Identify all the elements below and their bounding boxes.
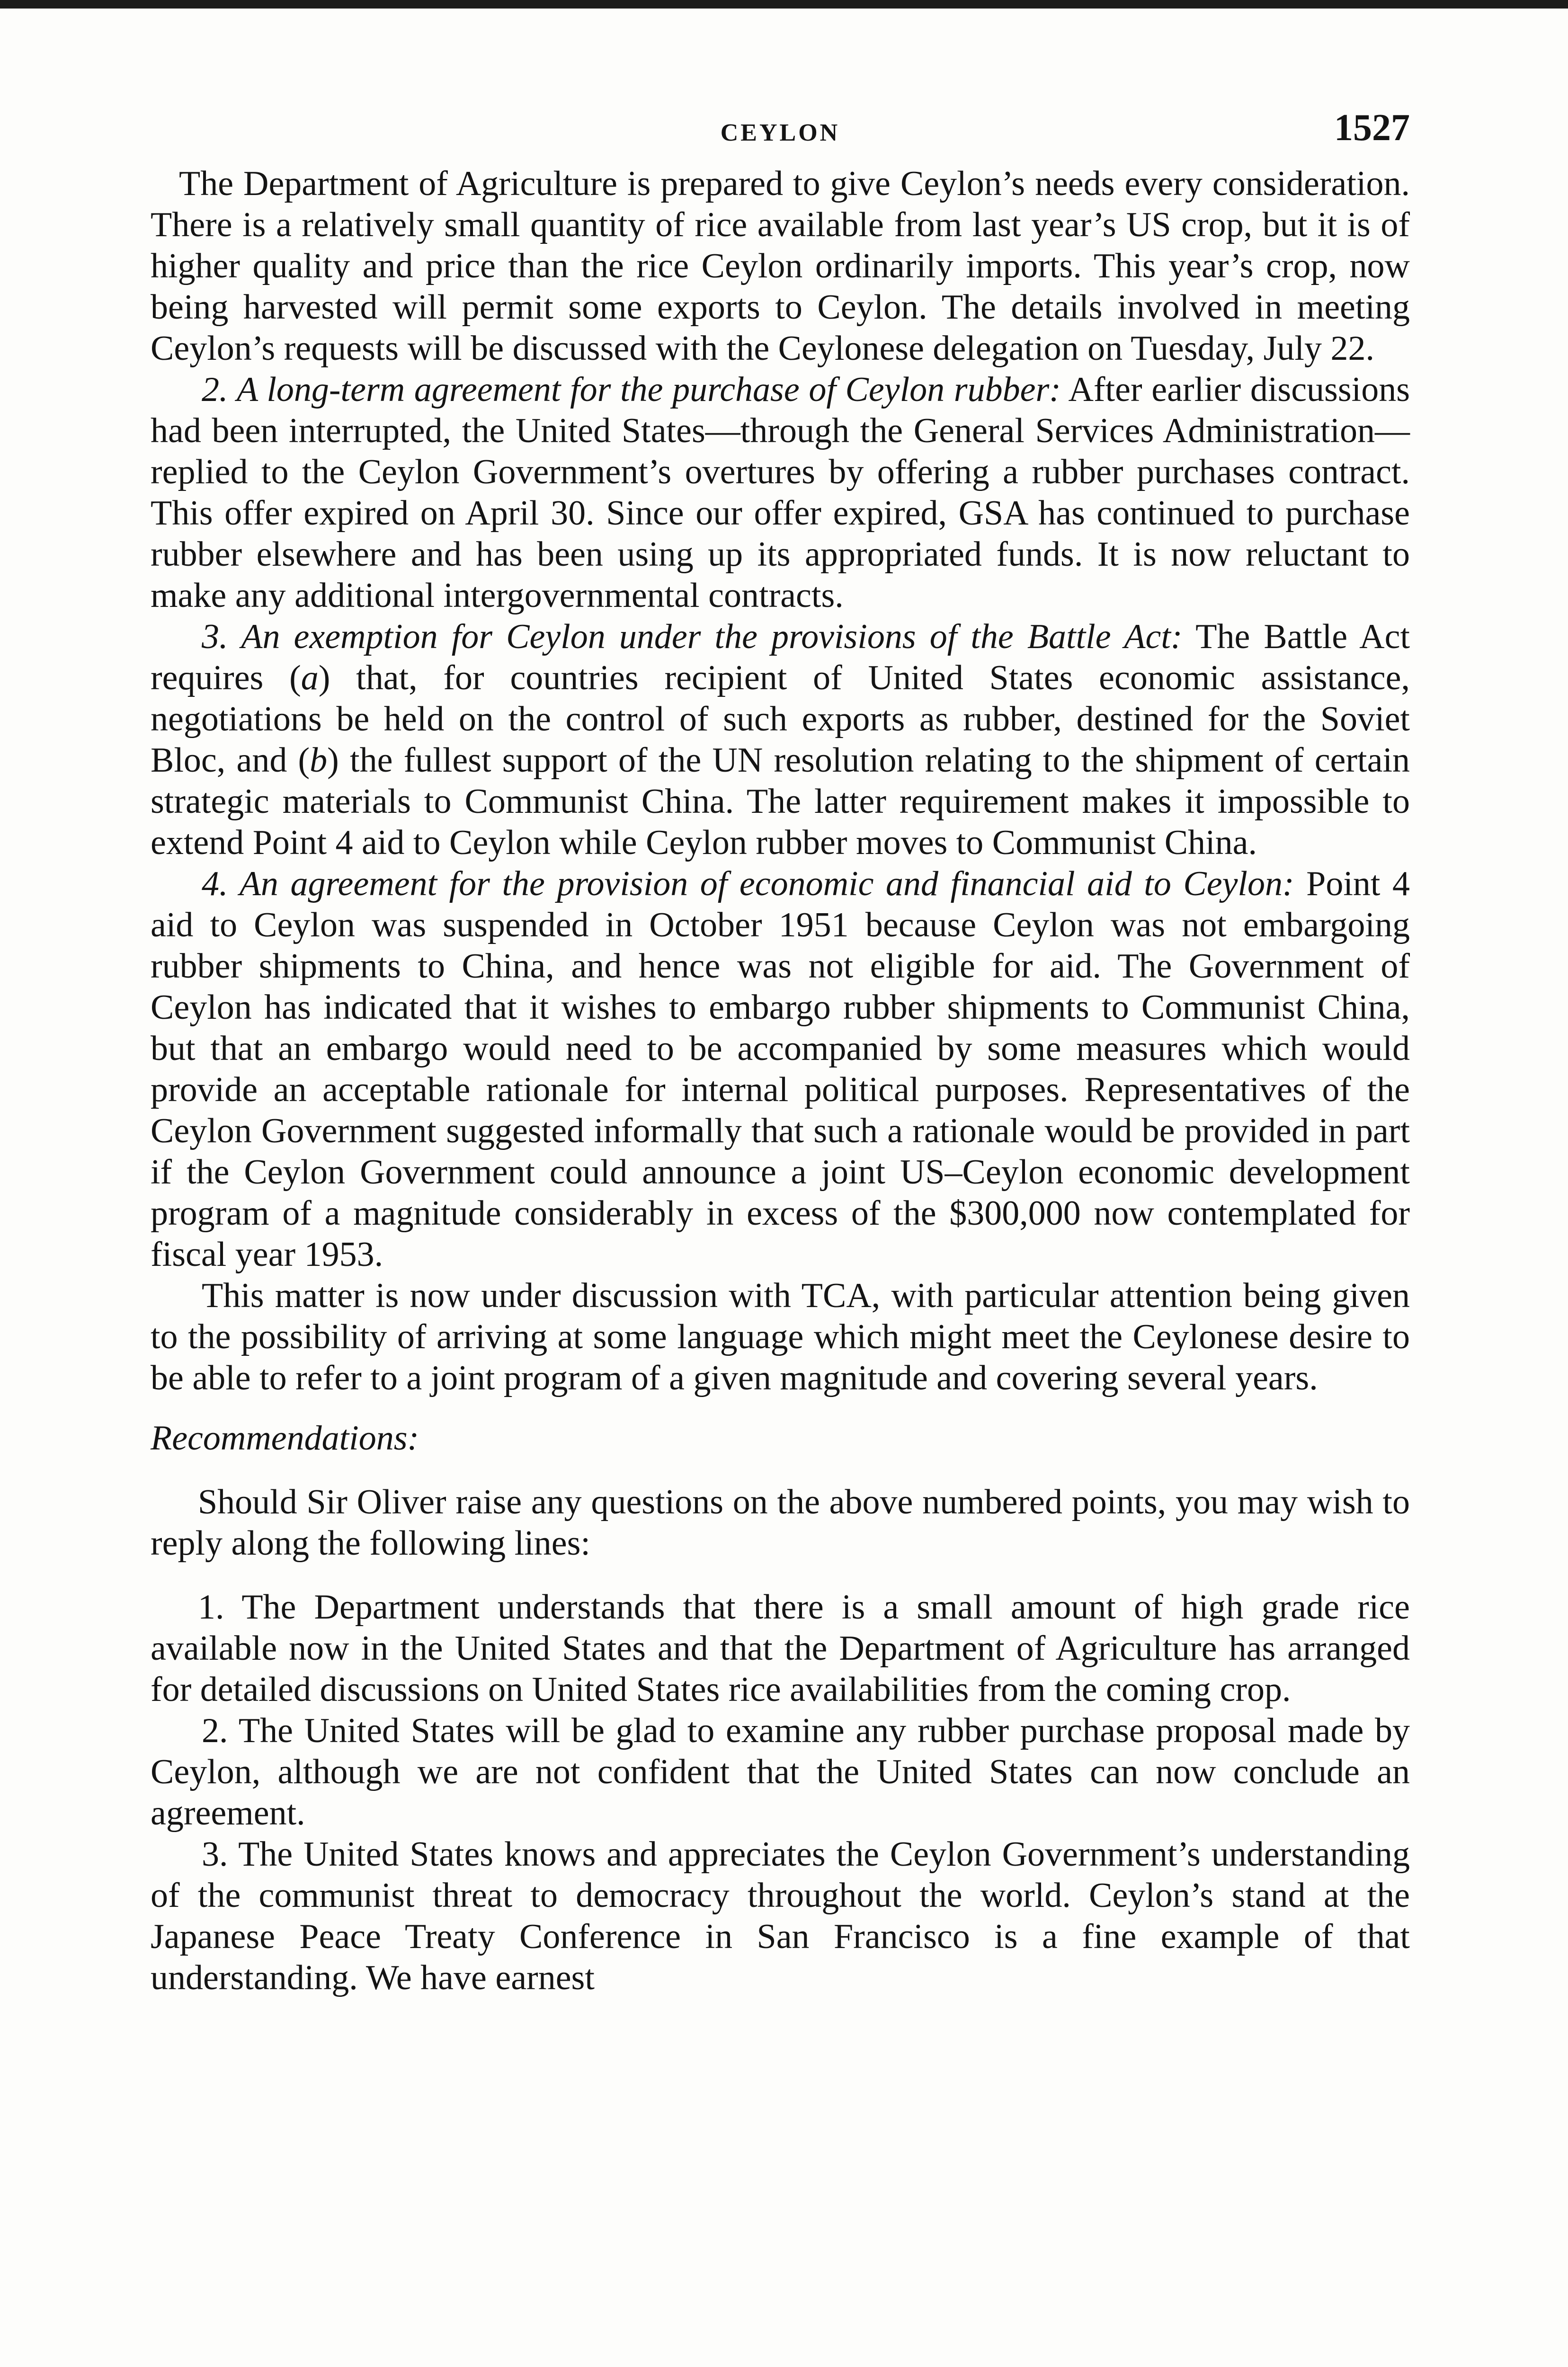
recommendation-rubber: 2. The United States will be glad to examine any rubber purchase proposal made by Ceylon, although we are not confident that the United States can now conclude an agreement. bbox=[151, 1711, 1410, 1833]
recommendations-intro: Should Sir Oliver raise any questions on the above numbered points, you may wish to reply along the following lines: bbox=[151, 1483, 1410, 1563]
page-number: 1527 bbox=[1334, 107, 1410, 149]
paragraph-tca-discussion-text: This matter is now under discussion with TCA, with particular attention being given to the possibility of arriving at some language which might meet the Ceylonese desire to be able to refer to a joint program of a given magnitude and covering several years. bbox=[151, 1276, 1410, 1397]
running-title: CEYLON bbox=[720, 119, 840, 146]
paragraph-battle-act-item-b: b bbox=[310, 741, 328, 780]
paragraph-rubber-agreement-heading: 2. A long-term agreement for the purchase of Ceylon rubber: bbox=[202, 370, 1061, 409]
paragraph-battle-act-text-1: The Battle Act requires ( bbox=[151, 617, 1410, 697]
recommendation-rice: 1. The Department understands that there is a small amount of high grade rice available now in the United States and that the Department of Agriculture has arranged for detailed discussions on United States rice availabilities from the coming crop. bbox=[151, 1588, 1410, 1709]
paragraph-economic-aid-text: Point 4 aid to Ceylon was suspended in October 1951 because Ceylon was not embargoing rubber shipments to China, and hence was not eligible for aid. The Government of Ceylon has indicated that it wishes to embargo rubber shipments to Communist China, but that an embargo would need to be accompanied by some measures which would provide an acceptable rationale for internal political purposes. Representatives of the Ceylon Government suggested informally that such a rationale would be provided in part if the Ceylon Government could announce a joint US–Ceylon economic development program of a magnitude considerably in excess of the $300,000 now contemplated for fiscal year 1953. bbox=[151, 864, 1410, 1274]
paragraph-economic-aid-heading: 4. An agreement for the provision of economic and financial aid to Ceylon: bbox=[202, 864, 1294, 903]
document-page bbox=[151, 107, 1410, 1999]
paragraph-battle-act-heading: 3. An exemption for Ceylon under the provisions of the Battle Act: bbox=[202, 617, 1183, 656]
paragraph-rubber-agreement bbox=[151, 369, 1410, 616]
paragraph-battle-act-text-2: ) that, for countries recipient of United States economic assistance, negotiations be held on the control of such exports as rubber, destined for the Soviet Bloc, and ( bbox=[151, 658, 1410, 780]
paragraph-rubber-agreement-text: After earlier discussions had been interrupted, the United States—through the General Services Administration—replied to the Ceylon Government’s overtures by offering a rubber purchases contract. This offer expired on April 30. Since our offer expired, GSA has continued to purchase rubber elsewhere and has been using up its appropriated funds. It is now reluctant to make any additional intergovernmental contracts. bbox=[151, 370, 1410, 615]
running-head bbox=[151, 107, 1410, 163]
paragraph-rice bbox=[151, 163, 1410, 369]
paragraph-battle-act-item-a: a bbox=[301, 658, 319, 697]
recommendation-communist-threat: 3. The United States knows and appreciates the Ceylon Government’s understanding of the communist threat to democracy throughout the world. Ceylon’s stand at the Japanese Peace Treaty Conference in San Francisco is a fine example of that understanding. We have earnest bbox=[151, 1835, 1410, 1997]
paragraph-economic-aid bbox=[151, 863, 1410, 1275]
body-text bbox=[151, 163, 1410, 1999]
paragraph-rice-text: The Department of Agriculture is prepared to give Ceylon’s needs every consideration. There is a relatively small quantity of rice available from last year’s US crop, but it is of higher quality and price than the rice Ceylon ordinarily imports. This year’s crop, now being harvested will permit some exports to Ceylon. The details involved in meeting Ceylon’s requests will be discussed with the Ceylonese delegation on Tuesday, July 22. bbox=[151, 164, 1410, 368]
paragraph-tca-discussion bbox=[151, 1275, 1410, 1399]
paragraph-battle-act bbox=[151, 616, 1410, 863]
paragraph-battle-act-text-3: ) the fullest support of the UN resolution relating to the shipment of certain strategic materials to Communist China. The latter requirement makes it impossible to extend Point 4 aid to Ceylon while Ceylon rubber moves to Communist China. bbox=[151, 741, 1410, 862]
recommendations-heading: Recommendations: bbox=[151, 1419, 419, 1458]
top-border-rule bbox=[0, 0, 1568, 9]
